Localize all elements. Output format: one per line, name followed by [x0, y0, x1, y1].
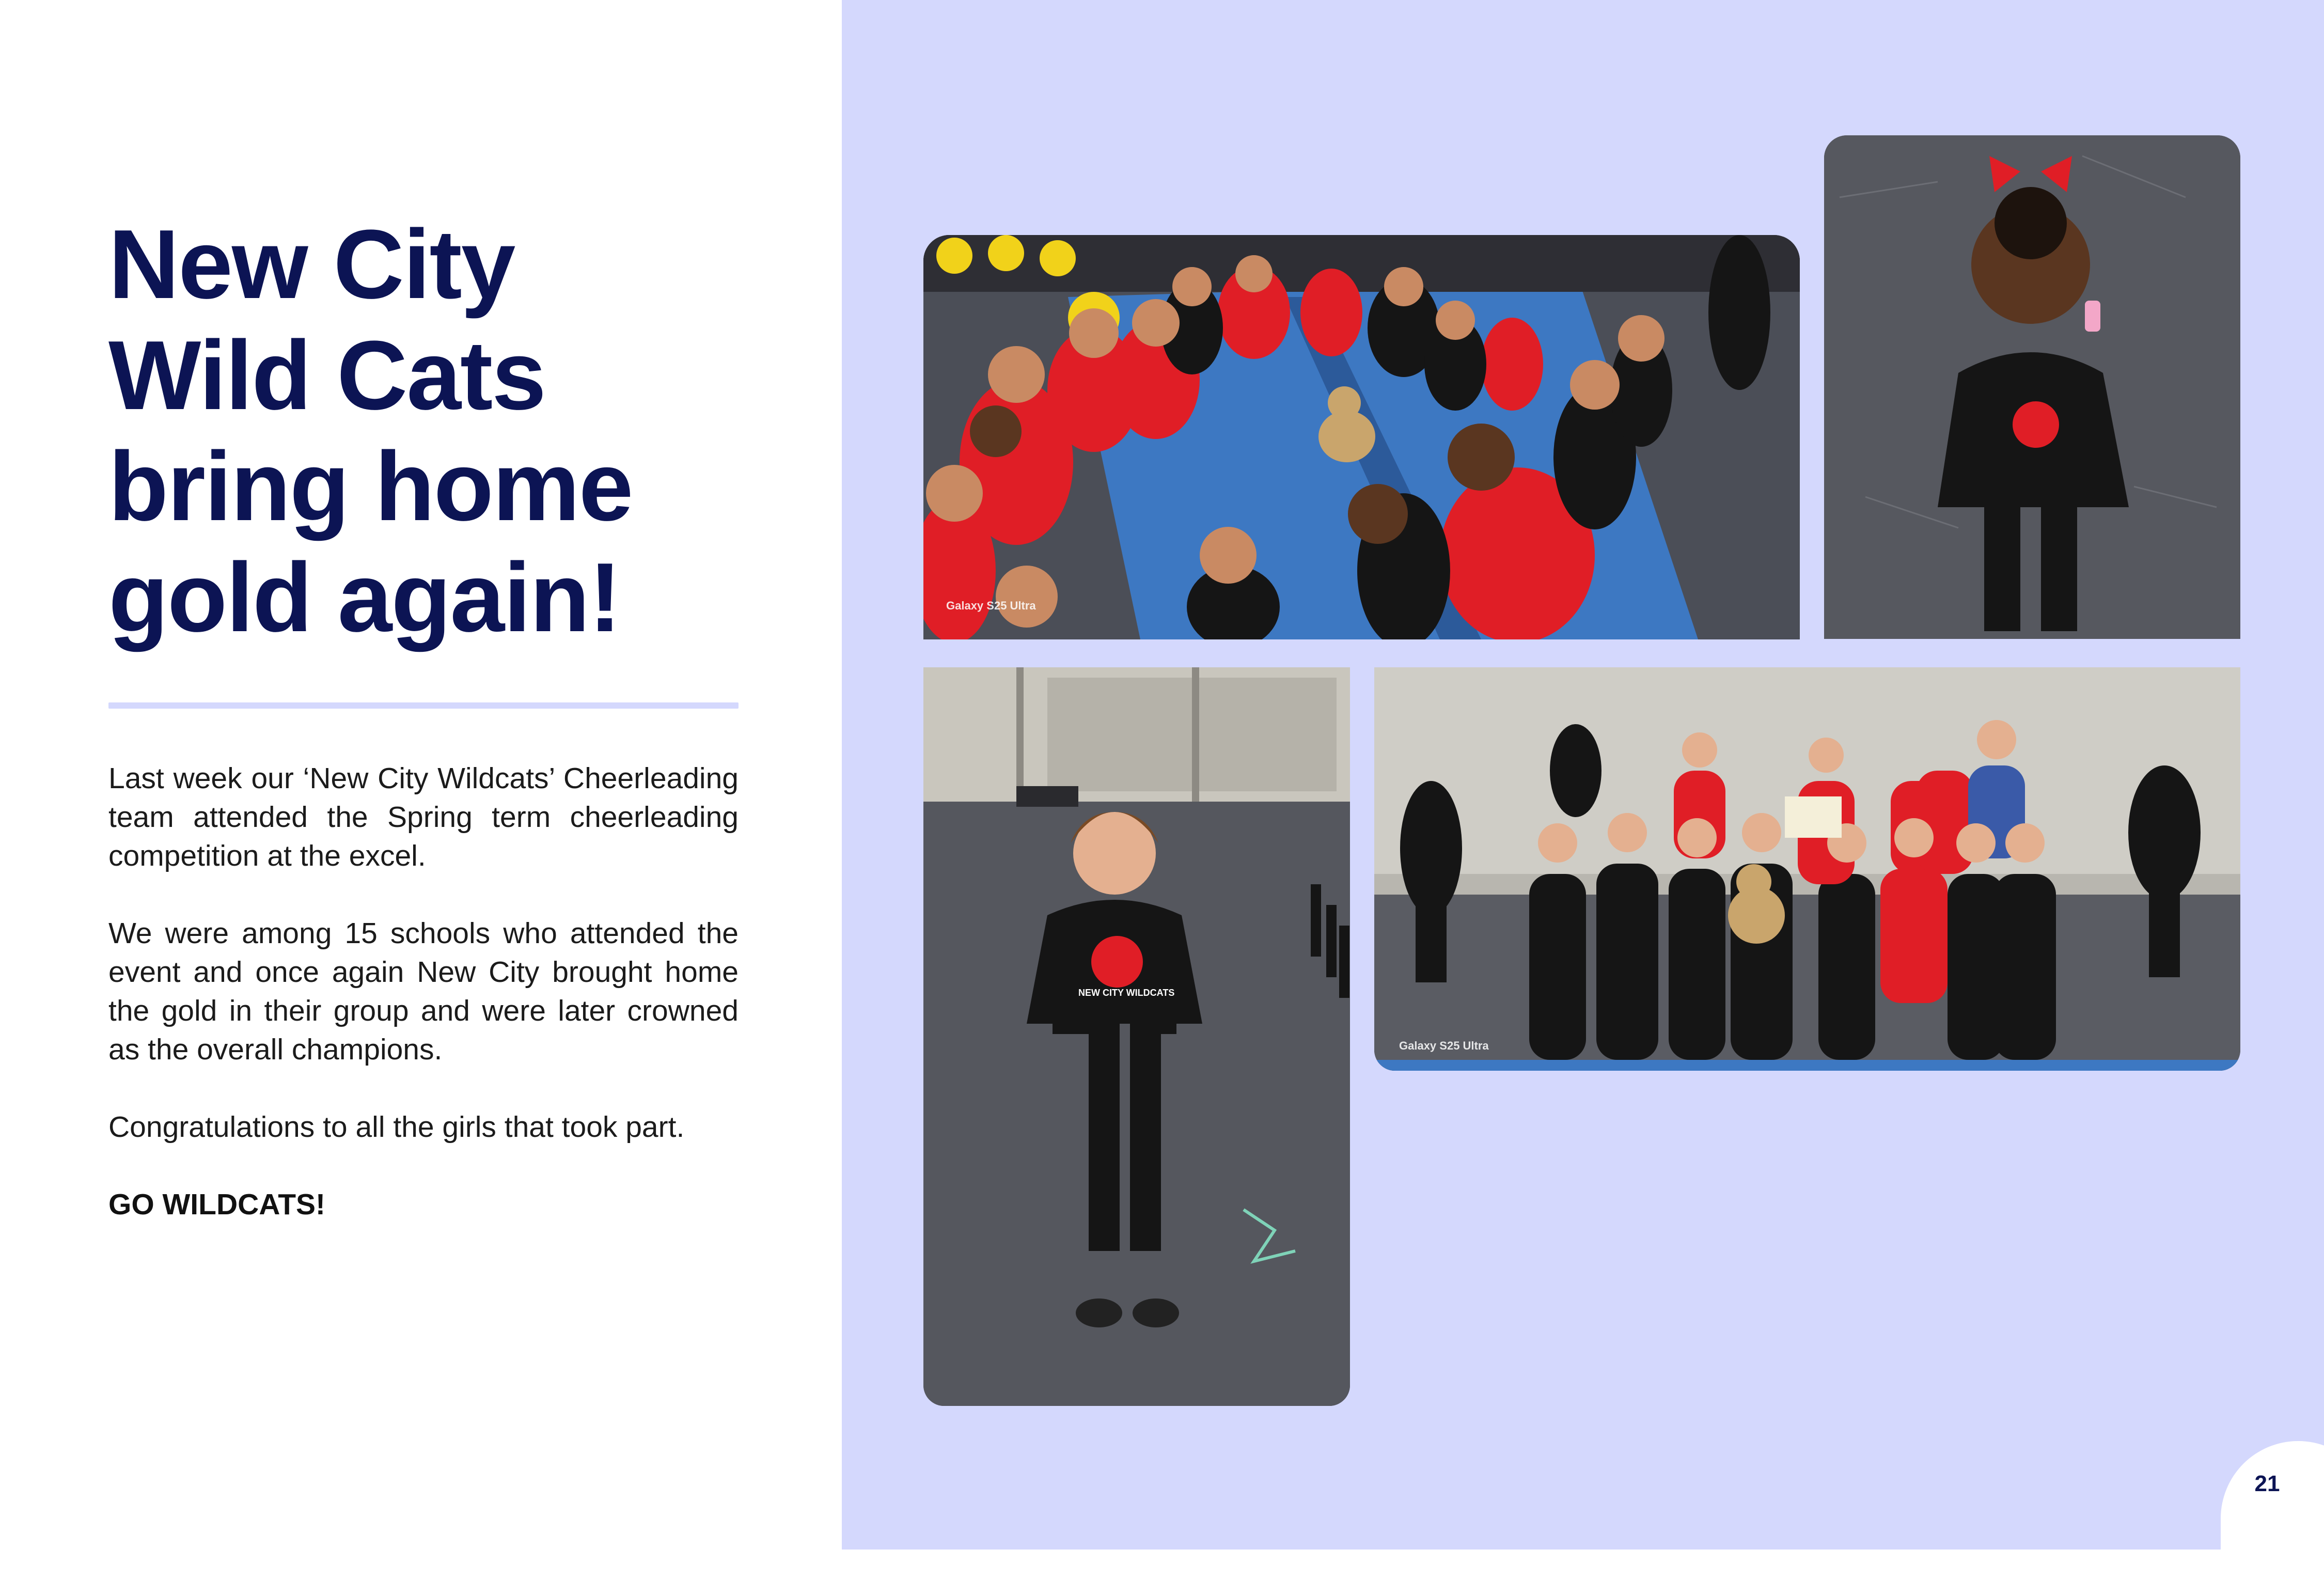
headline-divider	[108, 702, 739, 709]
photo-girl-standing	[923, 667, 1350, 1406]
photo-team-with-certificate-image	[1374, 667, 2240, 1071]
photo-team-seated-image	[923, 235, 1800, 639]
photo-girl-with-bow-image	[1824, 135, 2240, 639]
photo-watermark: Galaxy S25 Ultra	[1399, 1039, 1489, 1052]
paragraph-results: We were among 15 schools who attended the event and once again New City brought home the gold in their group and were later crowned as the overall champions.	[108, 917, 739, 1066]
photo-team-seated	[923, 235, 1800, 639]
page-number: 21	[2254, 1471, 2280, 1496]
photo-watermark: Galaxy S25 Ultra	[946, 599, 1036, 612]
shirt-text: NEW CITY WILDCATS	[1078, 988, 1175, 998]
photo-girl-with-bow	[1824, 135, 2240, 639]
headline-line: Wild Cats	[108, 321, 545, 430]
paragraph-cheer: GO WILDCATS!	[108, 1188, 326, 1221]
article-panel	[0, 0, 842, 1550]
article-body	[108, 759, 739, 1263]
photo-team-with-certificate	[1374, 667, 2240, 1071]
headline-line: New City	[108, 210, 515, 319]
headline-line: gold again!	[108, 543, 621, 652]
paragraph-congratulations: Congratulations to all the girls that took part.	[108, 1110, 685, 1144]
headline	[108, 209, 780, 653]
paragraph-intro: Last week our ‘New City Wildcats’ Cheerleading team attended the Spring term cheerleading competition at the excel.	[108, 762, 739, 872]
headline-line: bring home	[108, 432, 633, 541]
photo-girl-standing-image	[923, 667, 1350, 1406]
